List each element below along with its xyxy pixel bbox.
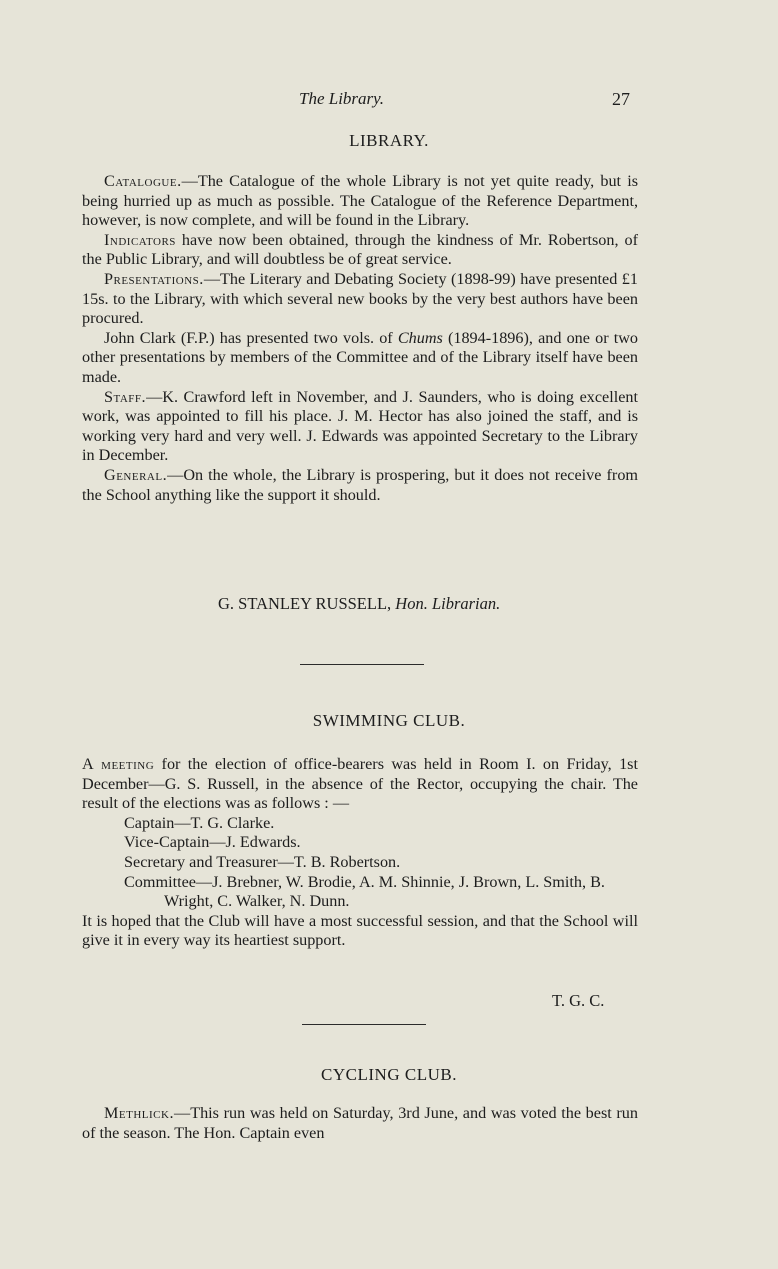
swimming-intro-text: for the election of office-bearers was held in Room I. on Friday, 1st December—G. S. Russell, in the absence of the Rector, occupying the chair. The result of the elections was as follows : —: [82, 755, 638, 813]
cycling-body: [82, 1104, 638, 1143]
section-divider: [300, 664, 424, 665]
swimming-initials: T. G. C.: [552, 991, 605, 1010]
indicators-lead: Indicators: [104, 230, 176, 249]
swimming-closing-paragraph: It is hoped that the Club will have a most successful session, and that the School will give it in every way its heartiest support.: [82, 911, 638, 950]
library-heading: LIBRARY.: [349, 131, 429, 150]
methlick-text: —This run was held on Saturday, 3rd June, and was voted the best run of the season. The Hon. Captain even: [82, 1104, 638, 1142]
swimming-body: [82, 755, 638, 951]
signature-name: G. STANLEY RUSSELL,: [218, 594, 392, 613]
clark-paragraph: [82, 329, 638, 388]
officer-vice-captain: Vice-Captain—J. Edwards.: [124, 833, 301, 852]
methlick-lead: Methlick.: [104, 1104, 174, 1122]
staff-paragraph: [82, 388, 638, 466]
swimming-intro-paragraph: [82, 755, 638, 814]
section-divider: [302, 1024, 426, 1025]
methlick-paragraph: [82, 1104, 638, 1143]
general-text: —On the whole, the Library is prospering, but it does not receive from the School anything like the support it should.: [82, 465, 638, 504]
catalogue-lead: Catalogue.: [104, 172, 182, 190]
officers-list: [82, 814, 638, 912]
presentations-paragraph: [82, 270, 638, 329]
staff-text: —K. Crawford left in November, and J. Saunders, who is doing excellent work, was appointed to fill his place. J. M. Hector has also joined the staff, and is working very hard and very well. J. Edwards was appointed Secretary to the Library in December.: [82, 387, 638, 465]
swimming-heading: SWIMMING CLUB.: [312, 711, 466, 730]
presentations-text: —The Literary and Debating Society (1898-99) have presented £1 15s. to the Library, with which several new books by the very best authors have been procured.: [82, 269, 638, 328]
clark-text-a: John Clark (F.P.) has presented two vols. of: [104, 328, 398, 347]
general-paragraph: [82, 466, 638, 505]
catalogue-text: —The Catalogue of the whole Library is not yet quite ready, but is being hurried up as much as possible. The Catalogue of the Reference Department, however, is now complete, and will be found in the Library.: [82, 172, 638, 230]
signature-title: Hon. Librarian.: [395, 594, 501, 613]
indicators-paragraph: [82, 231, 638, 270]
meeting-lead: A meeting: [82, 755, 155, 773]
chums-title: Chums: [397, 328, 443, 347]
officer-committee: Committee—J. Brebner, W. Brodie, A. M. Shinnie, J. Brown, L. Smith, B. Wright, C. Walker, N. Dunn.: [124, 872, 605, 911]
running-head-title: The Library.: [299, 89, 385, 108]
officer-secretary: Secretary and Treasurer—T. B. Robertson.: [124, 852, 401, 871]
clark-text-b: (1894-1896), and one or two other presentations by members of the Committee and of the Library itself have been made.: [82, 328, 638, 386]
presentations-lead: Presentations.: [104, 269, 204, 288]
library-body: [82, 172, 638, 505]
general-lead: General.: [104, 465, 168, 484]
running-head: [0, 89, 778, 113]
indicators-text: have now been obtained, through the kindness of Mr. Robertson, of the Public Library, and will doubtless be of great service.: [82, 230, 638, 269]
staff-lead: Staff.: [104, 387, 147, 406]
cycling-heading: CYCLING CLUB.: [321, 1065, 457, 1084]
page-number: 27: [612, 89, 630, 109]
officer-captain: Captain—T. G. Clarke.: [124, 813, 275, 832]
catalogue-paragraph: [82, 172, 638, 231]
